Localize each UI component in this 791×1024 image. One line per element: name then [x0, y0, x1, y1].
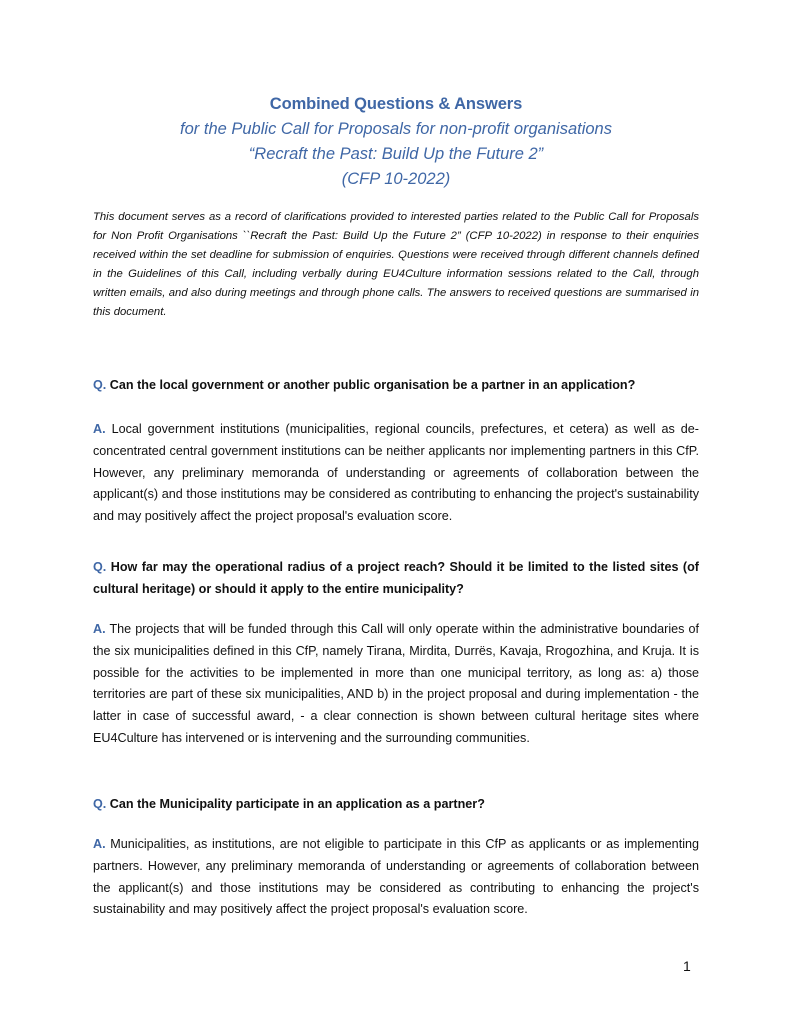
- question-marker: Q.: [93, 560, 107, 574]
- qa-question-2: [93, 557, 699, 601]
- page-number: 1: [683, 958, 691, 974]
- qa-answer-1: [93, 419, 699, 528]
- question-marker: Q.: [93, 378, 107, 392]
- document-title: Combined Questions & Answers: [269, 95, 523, 113]
- question-text: Can the Municipality participate in an application as a partner?: [109, 797, 485, 811]
- qa-answer-3: [93, 834, 699, 921]
- answer-text: Local government institutions (municipalities, regional councils, prefectures, et cetera) as well as de-concentrated central government institutions can be neither applicants nor implementing partners in this CfP. However, any preliminary memoranda of understanding or agreements of collaboration between the applicant(s) and those institutions may be considered as contributing to enhancing the project's sustainability and may positively affect the project proposal's evaluation score.: [93, 422, 700, 524]
- question-text: How far may the operational radius of a project reach? Should it be limited to the listed sites (of cultural heritage) or should it apply to the entire municipality?: [93, 560, 699, 596]
- intro-paragraph: This document serves as a record of clarifications provided to interested parties related to the Public Call for Proposals for Non Profit Organisations ``Recraft the Past: Build Up the Future 2” (CFP 10-2022) in response to their enquiries received within the set deadline for submission of enquiries. Questions were received through different channels defined in the Guidelines of this Call, including verbally during EU4Culture information sessions related to the Call, through written emails, and also during meetings and through phone calls. The answers to received questions are summarised in this document.: [93, 211, 699, 319]
- document-subtitle-line-2: “Recraft the Past: Build Up the Future 2”: [248, 145, 544, 163]
- answer-marker: A.: [93, 622, 106, 636]
- document-subtitle-line-3: (CFP 10-2022): [341, 170, 451, 188]
- qa-question-3: [93, 794, 699, 816]
- answer-marker: A.: [93, 837, 106, 851]
- answer-text: Municipalities, as institutions, are not eligible to participate in this CfP as applicants or as implementing partners. However, any preliminary memoranda of understanding or agreements of collaboration between the applicant(s) and those institutions may be considered as contributing to enhancing the project's sustainability and may positively affect the project proposal's evaluation score.: [93, 837, 699, 917]
- qa-answer-2: [93, 619, 699, 750]
- qa-question-1: [93, 375, 699, 397]
- answer-marker: A.: [93, 422, 106, 436]
- document-header: [93, 92, 699, 192]
- document-subtitle-line-1: for the Public Call for Proposals for non-profit organisations: [180, 120, 612, 138]
- answer-text: The projects that will be funded through this Call will only operate within the administrative boundaries of the six municipalities defined in this CfP, namely Tirana, Mirdita, Durrës, Kavaja, Rrogozhina, and Kruja. It is possible for the activities to be implemented in more than one municipal territory, as long as: a) those territories are part of these six municipalities, AND b) in the project proposal and during implementation - the latter in case of successful award, - a clear connection is shown between cultural heritage sites where EU4Culture has intervened or is intervening and the surrounding communities.: [93, 622, 700, 745]
- question-marker: Q.: [93, 797, 107, 811]
- question-text: Can the local government or another public organisation be a partner in an application?: [109, 378, 636, 392]
